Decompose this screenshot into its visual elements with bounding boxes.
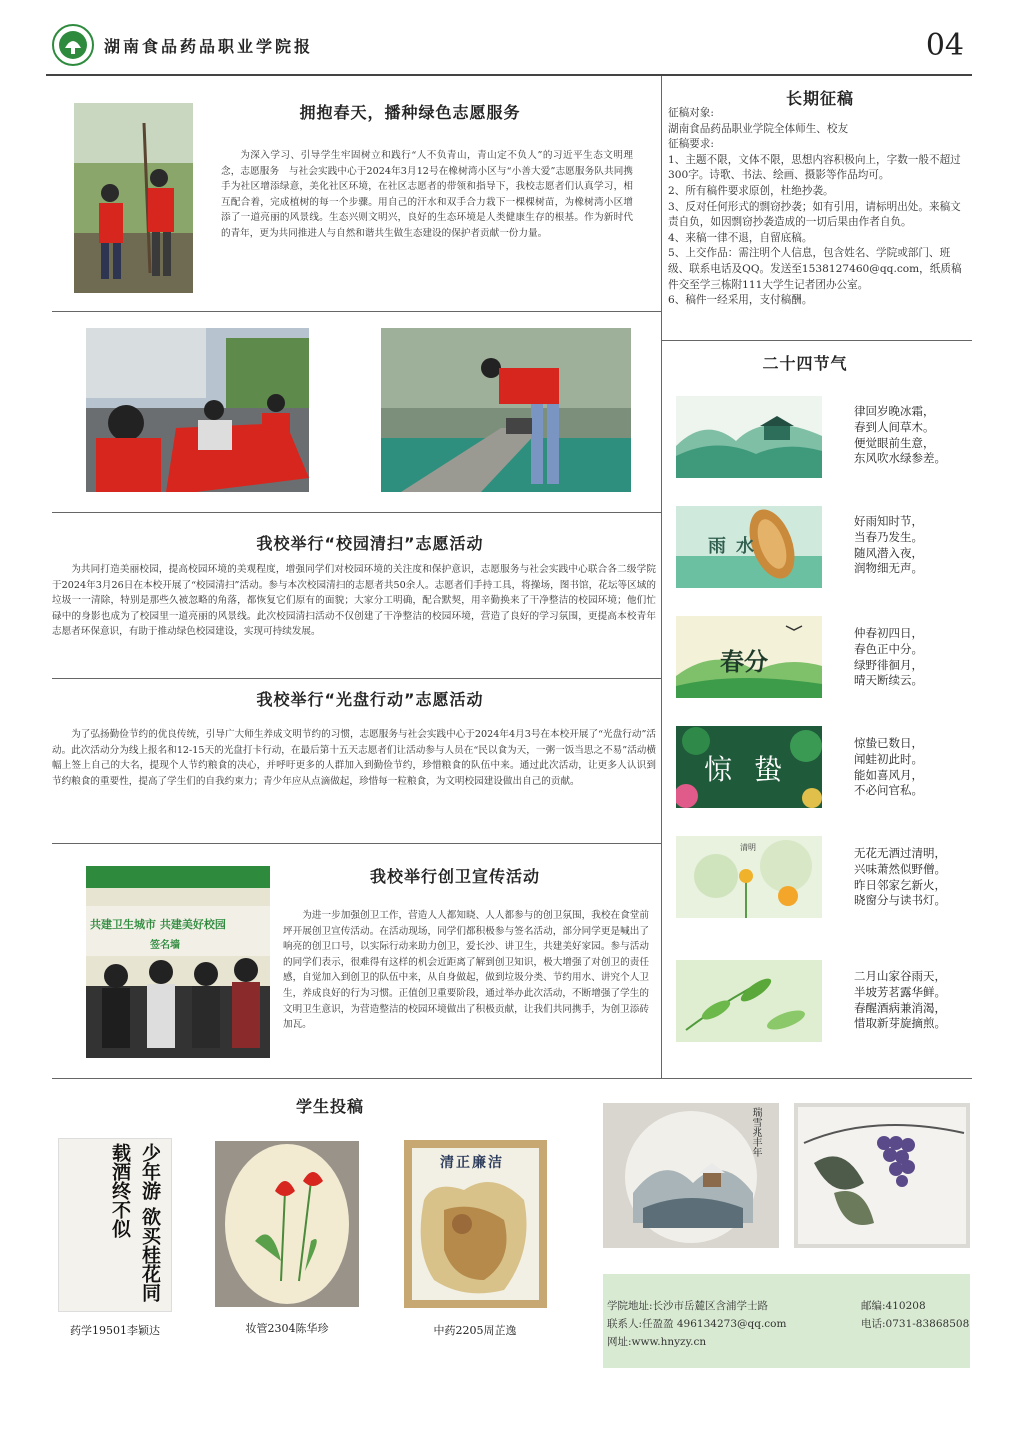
poem-line: 春色正中分。	[854, 641, 923, 656]
call-line: 4、来稿一律不退，自留底稿。	[668, 231, 813, 244]
hygiene-banner-text: 共建卫生城市 共建美好校园	[90, 918, 226, 931]
submissions-title: 学生投稿	[295, 1097, 364, 1116]
cleanup-fence-photo	[381, 328, 631, 492]
article-2-body: 为共同打造美丽校园，提高校园环境的美观程度，增强同学们对校园环境的关注度和保护意识，志愿服务与社会实践中心联合各二级学院于2024年3月26日在本校开展了“校园清扫”活动。参与本次校园清扫的志愿者共50余人。志愿者们手持工具，将操场，图书馆，花坛等区域的垃圾一一清除，特别是那些久被忽略的角落，都恢复它们原有的面貌；大家分工明确，配合默契，用辛勤换来了干净整洁的校园环境；他们忙碌中的身影也成为了校园里一道亮丽的风景线。此次校园清扫活动不仅创建了干净整洁的校园环境，营造了良好的学习氛围，更提高本校青年志愿者环保意识，有助于推动绿色校园建设，实现可持续发展。	[52, 564, 656, 638]
call-for-papers-title: 长期征稿	[785, 89, 854, 108]
poem-line: 晓窗分与读书灯。	[854, 893, 946, 908]
poem-line: 无花无酒过清明，	[854, 846, 946, 860]
poem-line: 春到人间草木。	[854, 419, 935, 434]
cleanup-signing-photo	[86, 328, 309, 492]
snow-landscape-painting	[603, 1103, 779, 1248]
poem-line: 当春乃发生。	[854, 529, 923, 544]
footer-contact: 联系人:任盈盈 496134273@qq.com	[607, 1318, 787, 1330]
poem-line: 东风吹水绿参差。	[854, 451, 946, 466]
call-line: 2、所有稿件要求原创，杜绝抄袭。	[668, 184, 834, 197]
solar-term-image-5	[676, 836, 822, 918]
integrity-painting-text: 清正廉洁	[440, 1155, 504, 1171]
solar-terms-title: 二十四节气	[762, 354, 848, 373]
call-line: 征稿对象:	[668, 107, 714, 119]
solar-term-poem-1	[854, 404, 946, 467]
tulip-painting-work	[215, 1141, 359, 1307]
header-divider	[46, 74, 972, 76]
solar-term-label-chunfen: 春分	[720, 647, 768, 676]
poem-line: 闻蛙初此时。	[854, 751, 923, 766]
poem-line: 惊蛰已数日，	[854, 736, 923, 750]
solar-term-poem-5	[854, 846, 946, 909]
solar-term-label-jingzhe: 惊蛰	[704, 753, 805, 786]
poem-line: 不必问官私。	[854, 783, 923, 798]
article-2-title: 我校举行“校园清扫”志愿活动	[256, 534, 484, 553]
footer-box	[603, 1274, 970, 1368]
solar-term-label-yushui: 雨水	[708, 536, 764, 557]
footer-phone: 电话:0731-83868508	[861, 1318, 970, 1330]
poem-line: 春醒酒病兼消渴，	[854, 1000, 946, 1015]
article-4-title: 我校举行创卫宣传活动	[369, 867, 540, 886]
solar-term-image-3	[676, 616, 822, 698]
article-1-title: 拥抱春天，播种绿色志愿服务	[299, 103, 521, 122]
poem-line: 二月山家谷雨天，	[854, 969, 946, 983]
column-divider	[661, 76, 662, 1078]
solar-term-image-6	[676, 960, 822, 1042]
poem-line: 半坡芳茗露华鲜。	[854, 984, 946, 999]
poem-line: 晴天断续云。	[854, 673, 923, 688]
call-line: 3、反对任何形式的剽窃抄袭；如有引用，请标明出处。来稿文责自负，如因剽窃抄袭造成的一切后果由作者自负。	[668, 200, 961, 229]
tree-planting-photo	[74, 103, 193, 293]
paper-name: 湖南食品药品职业学院报	[104, 37, 314, 56]
poem-line: 仲春初四日，	[854, 626, 923, 640]
poem-line: 好雨知时节，	[854, 514, 923, 528]
divider-3	[52, 678, 661, 679]
footer-postcode: 邮编:410208	[861, 1300, 926, 1312]
hygiene-signing-photo	[86, 866, 270, 1058]
calligraphy-work	[58, 1138, 172, 1312]
footer-address: 学院地址:长沙市岳麓区含浦学士路	[607, 1300, 769, 1312]
work-caption-1: 药学19501李颖达	[70, 1324, 160, 1337]
poem-line: 能如喜风月，	[854, 767, 923, 782]
divider-2	[52, 512, 661, 513]
article-4-body: 为进一步加强创卫工作，营造人人都知晓、人人都参与的创卫氛围，我校在食堂前坪开展创卫宣传活动。在活动现场，同学们都积极参与签名活动，部分同学更是喊出了响亮的创卫口号，以实际行动来助力创卫，爱长沙、讲卫生，共建美好家园。参与活动的同学们表示，很难得有这样的机会近距离了解到创卫知识，极大增强了对创卫的责任感，自觉加入到创卫的队伍中来，从自身做起，做到垃圾分类、节约用水、讲究个人卫生，养成良好的行为习惯。正值创卫重要阶段，通过举办此次活动，不断增强了学生的文明卫生意识，为营造整洁的校园环境做出了积极贡献，让我们共同携手，为创卫添砖加瓦。	[283, 910, 649, 1031]
call-for-papers-body	[668, 106, 970, 309]
poem-line: 律回岁晚冰霜，	[854, 404, 935, 418]
hygiene-banner-sub: 签名墙	[150, 940, 180, 951]
masthead	[52, 24, 972, 72]
call-line: 征稿要求:	[668, 138, 714, 151]
poem-line: 绿野徘徊月，	[854, 657, 923, 672]
grape-painting	[794, 1103, 970, 1248]
poem-line: 昨日邻家乞新火，	[854, 877, 946, 892]
poem-line: 兴味萧然似野僧。	[854, 861, 946, 876]
page-number: 04	[925, 28, 964, 63]
divider-4	[52, 843, 661, 844]
divider-1	[52, 311, 661, 312]
divider-right-1	[662, 340, 972, 341]
work-caption-3: 中药2205周芷逸	[433, 1324, 517, 1337]
poem-line: 润物细无声。	[854, 561, 923, 576]
call-line: 1、主题不限，文体不限，思想内容积极向上，字数一般不超过300字。诗歌、书法、绘画、摄影等作品均可。	[668, 153, 961, 182]
college-logo-icon	[52, 24, 94, 66]
solar-term-poem-3	[854, 626, 923, 689]
article-3-title: 我校举行“光盘行动”志愿活动	[256, 690, 484, 709]
integrity-painting-work	[404, 1140, 547, 1308]
solar-term-image-2	[676, 506, 822, 588]
poem-line: 惜取新芽旋摘煎。	[854, 1016, 946, 1031]
solar-term-poem-4	[854, 736, 923, 799]
footer-website: 网址:www.hnyzy.cn	[607, 1336, 707, 1348]
solar-term-image-4	[676, 726, 822, 808]
painting-seal-text: 瑞雪兆丰年	[750, 1107, 761, 1157]
poem-line: 便觉眼前生意，	[854, 435, 935, 450]
solar-term-label-qingming: 清明	[740, 843, 756, 852]
solar-term-image-1	[676, 396, 822, 478]
call-line: 湖南食品药品职业学院全体师生、校友	[668, 122, 849, 135]
poem-line: 随风潜入夜，	[854, 545, 923, 560]
call-line: 6、稿件一经采用，支付稿酬。	[668, 294, 813, 307]
divider-bottom	[52, 1078, 972, 1079]
article-3-body: 为了弘扬勤俭节约的优良传统，引导广大师生养成文明节约的习惯，志愿服务与社会实践中心于2024年4月3号在本校开展了“光盘行动”活动。此次活动分为线上报名和12-15天的光盘打卡行动，在最后第十五天志愿者们让活动参与人员在“民以食为天，一粥一饭当思之不易”活动横幅上签上自己的大名，提现个人节约粮食的决心，并呼吁更多的人群加入到勤俭节约，珍惜粮食的队伍中来。通过此次活动，让更多人认识到节约粮食的重要性，提高了学生们的自我约束力；青少年应从点滴做起，珍惜每一粒粮食，为文明校园建设做出自己的贡献。	[52, 729, 656, 787]
calligraphy-text: 少年游 欲买桂花同载酒终不似	[109, 1143, 161, 1302]
work-caption-2: 妆管2304陈华珍	[245, 1322, 329, 1335]
solar-term-poem-6	[854, 969, 946, 1032]
call-line: 5、上交作品：需注明个人信息，包含姓名、学院或部门、班级、联系电话及QQ。发送至1538127460@qq.com，纸质稿件交至学三栋附111大学生记者团办公室。	[668, 247, 962, 291]
solar-term-poem-2	[854, 514, 923, 577]
article-1-body: 为深入学习、引导学生牢固树立和践行“人不负青山，青山定不负人”的习近平生态文明理念，志愿服务 与社会实践中心于2024年3月12号在橡树湾小区与“小善大爱”志愿服务队共同携手为社区增添绿意，美化社区环境，在社区志愿者的带领和指导下，我校志愿者们认真学习，相互配合着，完成植树的每一个步骤。用自己的汗水和双手合力栽下一棵棵树苗，为橡树湾小区增添了一道亮丽的风景线。生态兴则文明兴，良好的生态环境是人类健康生存的根基。作为新时代的青年，更为共同推进人与自然和谐共生做生态建设的保护者贡献一份力量。	[221, 150, 633, 239]
